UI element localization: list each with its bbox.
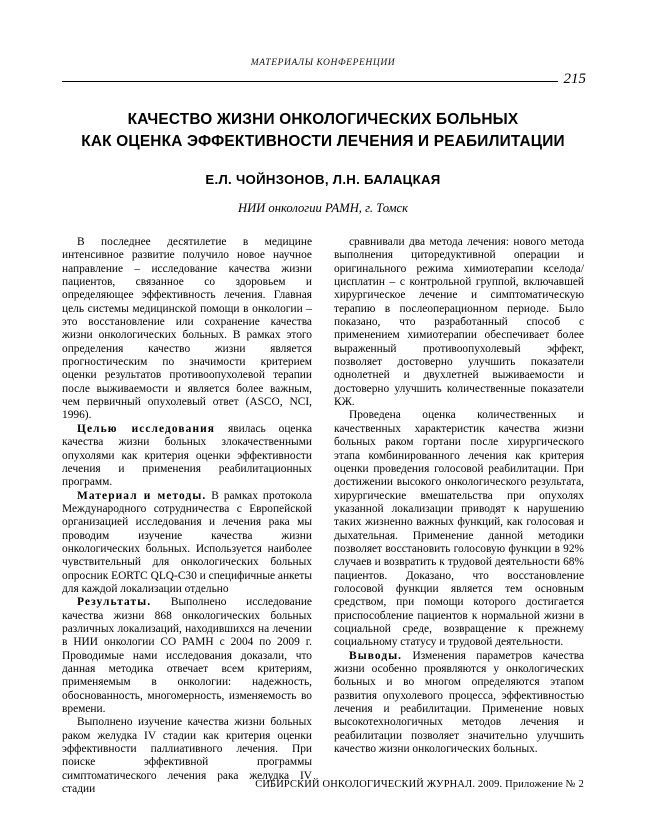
paragraph-lead: Выводы. <box>349 649 403 662</box>
paragraph-text: Проведена оценка количественных и качественных характеристик качества жизни больных раком гортани после хирургического этапа комбинированного лечения как критерия оценки проведения голосовой реабилитации. При достижении высокого онкологического результата, хирургические вмешательства при опухолях указанной локализации приводят к нарушению таких жизненно важных функций, как голосовая и дыхательная. Применение данной методики позволяет восстановить голосовую функции в 92% случаев и возвратить к трудовой деятельности 68% пациентов. Доказано, что восстановление голосовой функции является тем основным средством, при помощи которого достигается приспособление пациентов к нормальной жизни в социальной среде, возвращение к прежнему социальному статусу и трудовой деятельности. <box>334 409 584 649</box>
header-rule-area <box>62 71 586 91</box>
page-title <box>62 109 584 153</box>
running-head: МАТЕРИАЛЫ КОНФЕРЕНЦИИ <box>250 58 396 68</box>
paragraph-lead: Материал и методы. <box>77 489 207 502</box>
paragraph <box>62 236 312 423</box>
body-columns <box>62 236 584 796</box>
paragraph-lead: Целью исследования <box>77 422 216 435</box>
paragraph <box>62 423 312 490</box>
paragraph <box>62 490 312 597</box>
paragraph <box>62 596 312 716</box>
title-line-1: КАЧЕСТВО ЖИЗНИ ОНКОЛОГИЧЕСКИХ БОЛЬНЫХ <box>127 111 519 128</box>
affiliation: НИИ онкологии РАМН, г. Томск <box>237 201 409 215</box>
paragraph-text: Выполнено исследование качества жизни 868 онкологических больных различных локализаций, находившихся на лечении в НИИ онкологии СО РАМН с 2004 по 2009 г. Проводимые нами исследования доказали, что данная методика отвечает всем критериям, применяемым в онкологии: надежность, обоснованность, многомерность, изменяемость во времени. <box>62 596 312 716</box>
paragraph <box>334 409 584 649</box>
paragraph-text: В последнее десятилетие в медицине интенсивное развитие получило новое научное направление – исследование качества жизни пациентов, связанное со здоровьем и определяющее эффективность лечения. Главная цель системы медицинской помощи в онкологии – это восстановление или сохранение качества жизни онкологических больных. В рамках этого определения качество жизни является прогностическим по значимости критерием оценки результатов противоопухолевой терапии после выживаемости и является более важным, чем первичный опухолевый ответ (ASCO, NCI, 1996). <box>62 236 312 422</box>
paragraph-text: В рамках протокола Международного сотрудничества с Европейской организацией исследования и лечения рака мы проводим изучение качества жизни онкологических больных. Используется наиболее чувствительный для онкологических больных опросник EORTC QLQ-C30 и специфичные анкеты для каждой локализации отдельно <box>62 489 313 595</box>
paragraph <box>334 236 584 409</box>
title-line-2: КАК ОЦЕНКА ЭФФЕКТИВНОСТИ ЛЕЧЕНИЯ И РЕАБИЛИТАЦИИ <box>81 133 565 150</box>
right-column <box>334 236 584 796</box>
paragraph-text: Выполнено изучение качества жизни больных раком желудка IV стадии как критерия оценки эффективности паллиативного лечения. При поиске эффективной программы симптоматического лечения рака желудка IV стадии <box>62 716 312 796</box>
paragraph-lead: Результаты. <box>77 596 152 609</box>
header-divider <box>62 81 584 82</box>
left-column <box>62 236 312 796</box>
footer-journal: СИБИРСКИЙ ОНКОЛОГИЧЕСКИЙ ЖУРНАЛ. 2009. Приложение № 2 <box>255 779 584 790</box>
paragraph-text: явилась оценка качества жизни больных злокачественными опухолями как критерия оценки эффективности лечения и применения реабилитационных программ. <box>62 422 312 489</box>
paragraph-text: сравнивали два метода лечения: нового метода выполнения циторедуктивной операции и оригинального режима химиотерапии кселода/цисплатин – с контрольной группой, включавшей хирургическое лечение и симптоматическую терапию в послеоперационном периоде. Было показано, что разработанный способ с применением химиотерапии обеспечивает более выраженный противоопухолевый эффект, позволяет достоверно улучшить показатели однолетней и двухлетней выживаемости и достоверно улучшить количественные показатели КЖ. <box>334 236 584 409</box>
footer <box>62 779 584 790</box>
paragraph <box>334 650 584 757</box>
paragraph-text: Изменения параметров качества жизни особенно проявляются у онкологических больных и во многом определяются этапом развития опухолевого процесса, эффективностью лечения и реабилитации. Применение новых высокотехнологичных методов лечения и реабилитации позволяет значительно улучшить качество жизни онкологических больных. <box>334 649 584 756</box>
page-number: 215 <box>558 70 587 88</box>
authors: Е.Л. ЧОЙНЗОНОВ, Л.Н. БАЛАЦКАЯ <box>205 172 441 187</box>
